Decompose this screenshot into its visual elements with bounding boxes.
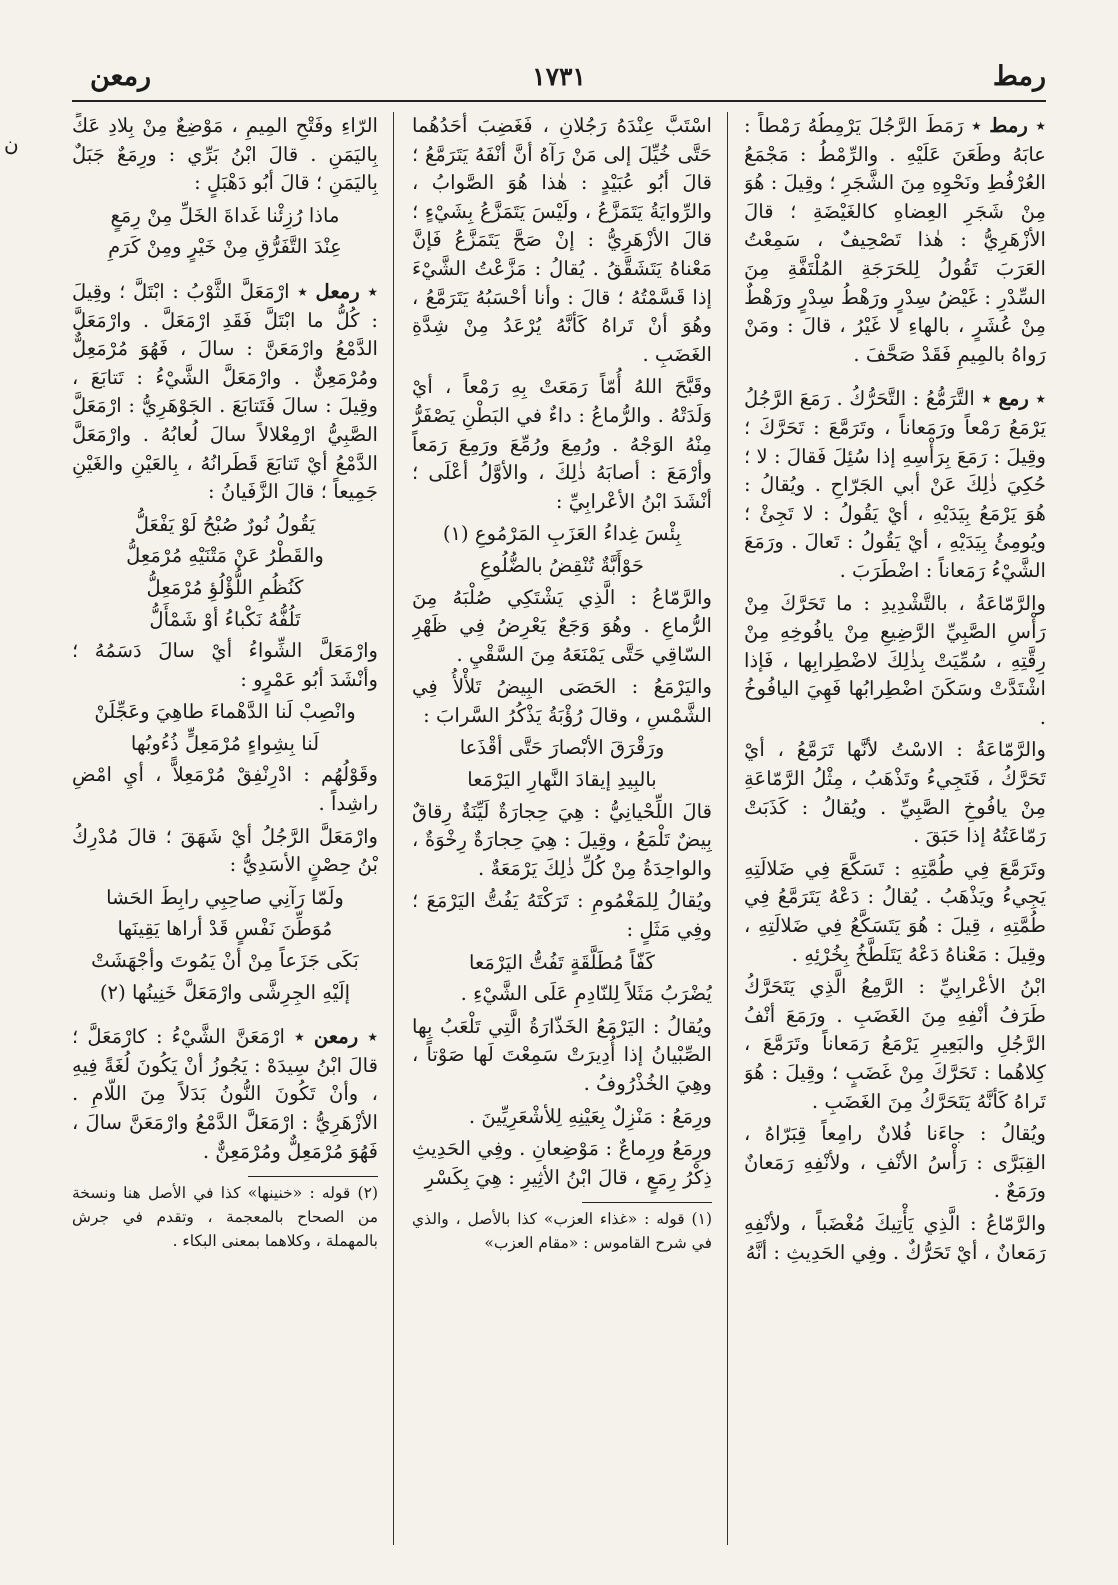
paragraph: ويُقالُ : اليَرْمَعُ الخَذّارَةُ الَّتِي تَلْعَبُ بِها الصِّبْيانُ إذا أُدِيرَتْ سَمِعْتَ لَها صَوْتاً ، وهِيَ الخُذْرُوفُ .: [412, 1014, 712, 1095]
verse-line: كَنُظُمِ اللُّؤْلُؤِ مُرْمَعِلُّ: [146, 575, 304, 599]
entry-paragraph: ٭ رمع ٭ التَّرَمُّعُ : التَّحَرُّكُ . رَمَعَ الرَّجُلُ يَرْمَعُ رَمْعاً ورَمَعاناً ، وتَرَمَّعَ : تَحَرَّكَ ؛ وقِيلَ : رَمَعَ بِرَأْسِهِ إذا سُئِلَ فَقالَ : لا ؛ حُكِيَ ذٰلِكَ عَنْ أبي الجَرّاحِ . ويُقالُ : هُوَ يَرْمَعُ بِيَدَيْهِ ، أيْ يَقُولُ : لا تَجِئْ ؛ ويُومِئُ بِيَدَيْهِ ، أيْ يَقُولُ : تَعالَ . ورَمَعَ الشَّيْءُ رَمَعاناً : اضْطَرَبَ .: [744, 387, 1046, 582]
headword: رمط: [989, 114, 1028, 137]
paragraph: ويُقالُ لِلمَغْمُومِ : تَرَكْتَهُ يَفُتُّ اليَرْمَعَ ؛ وفِي مَثَلٍ :: [412, 889, 712, 942]
verse-line: كَفّاً مُطَلَّقَةٍ تَفُتُّ اليَرْمَعا: [468, 950, 656, 974]
verse-line: إلَيْهِ الجِرِشَّى وارْمَعَلَّ خَنِينُها (٢): [99, 980, 351, 1004]
verse-line: بالبِيدِ إيقادَ النَّهارِ اليَرْمَعا: [467, 768, 657, 792]
paragraph: وقَوْلُهُم : ادْرِنْفِقْ مُرْمَعِلاًّ ، أيِ امْضِ راشِداً .: [72, 763, 378, 816]
header-rule: [72, 100, 1046, 102]
verse-line: بَكَى جَزَعاً مِنْ أنْ يَمُوتَ وأجْهَشَتْ: [91, 949, 359, 973]
entry-paragraph: ٭ رمط ٭ رَمَطَ الرَّجُلَ يَرْمِطُهُ رَمْطاً : عابَهُ وطَعَنَ عَلَيْهِ . والرِّمْطُ : مَجْمَعُ العُرْفُطِ ونَحْوِهِ مِنَ الشَّجَرِ ؛ وقِيلَ : هُوَ مِنْ شَجَرِ العِضاهِ كالغَيْضَةِ ؛ قالَ الأزْهَرِيُّ : هٰذا تَصْحِيفٌ ، سَمِعْتُ العَرَبَ تَقُولُ لِلحَرَجَةِ المُلْتَفَّةِ مِنَ السِّدْرِ : غَيْضُ سِدْرٍ ورَهْطُ سِدْرٍ ورَهْطٌ مِنْ عُشَرٍ ، بالهاءِ لا غَيْرُ ، قالَ : ومَنْ رَواهُ بالمِيمِ فَقَدْ صَحَّفَ .: [744, 114, 1046, 366]
verse-line: ورَقْرَقَ الأبْصارَ حَتَّى أقْذَعا: [459, 736, 665, 760]
verse-line: يَقُولُ نُورٌ صُبْحُ لَوْ يَفْعَلُّ: [134, 512, 316, 536]
paragraph: ورِمَعُ ورِماعٌ : مَوْضِعانِ . وفِي الحَدِيثِ ذِكْرُ رِمَعٍ ، قالَ ابْنُ الأثِيرِ : هِيَ بِكَسْرِ: [412, 1137, 712, 1189]
paragraph: والرَّمّاعُ : الَّذِي يَشْتَكِي صُلْبَهُ مِنَ الرُّماعِ . وهُوَ وَجَعٌ يَعْرِضُ فِي ظَهْرِ السّاقِي حَتَّى يَمْنَعَهُ مِنَ السَّقْيِ .: [412, 585, 712, 666]
column-left: [72, 112, 378, 1545]
headword: رمعل: [315, 279, 360, 303]
paragraph: وارْمَعَلَّ الرَّجُلُ أيْ شَهَقَ ؛ قالَ مُدْرِكُ بْنُ حِصْنٍ الأسَدِيُّ :: [72, 824, 378, 877]
verse-line: مُوَطِّنَ نَفْسٍ قَدْ أراها يَقِينَها: [117, 917, 333, 941]
running-head-left: رمعن: [90, 61, 152, 92]
verse-line: ماذا رُزِئْنا غَداةَ الخَلِّ مِنْ رِمَعٍ: [110, 203, 340, 227]
footnote: (١) قوله : «غذاء العزب» كذا بالأصل ، والذي في شرح القاموس : «مقام العزب»: [412, 1210, 712, 1253]
entry-paragraph: ٭ رمعن ٭ ارْمَعَنَّ الشَّيْءُ : كارْمَعَلَّ ؛ قالَ ابْنُ سِيدَهْ : يَجُوزُ أنْ يَكُونَ لُغَةً فِيهِ ، وأنْ تَكُونَ النُّونُ بَدَلاً مِنَ اللّامِ . الأزْهَرِيُّ : ارْمَعَلَّ الدَّمْعُ وارْمَعَنَّ سالَ ، فَهُوَ مُرْمَعِلٌّ ومُرْمَعِنٌّ .: [72, 1025, 378, 1163]
paragraph: والرَّمّاعَةُ ، بالتَّشْدِيدِ : ما تَحَرَّكَ مِنْ رَأْسِ الصَّبِيِّ الرَّضِيعِ مِنْ يافُوخِهِ مِنْ رِقَّتِهِ ، سُمِّيَتْ بِذٰلِكَ لاضْطِرابِها ، فَإذا اشْتَدَّتْ وسَكَنَ اضْطِرابُها فَهِيَ اليافُوخُ .: [744, 591, 1046, 729]
column-middle: [412, 112, 712, 1545]
column-divider: [727, 112, 728, 1545]
verse-line: عِنْدَ التَّفَرُّقِ مِنْ خَيْرٍ ومِنْ كَرَمِ: [108, 235, 342, 259]
footnote: (٢) قوله : «خنينها» كذا في الأصل هنا ونسخة من الصحاح بالمعجمة ، وتقدم في جرش بالمهملة ، وكلاهما بمعنى البكاء .: [72, 1184, 378, 1251]
paragraph: والرَّمّاعُ : الَّذِي يَأْتِيكَ مُغْضَباً ، ولأنْفِهِ رَمَعانٌ ، أيْ تَحَرُّكٌ . وفِي الحَدِيثِ : أنَّهُ: [744, 1211, 1046, 1264]
verse-line: ولَمّا رَآنِي صاحِبِي رابِطَ الحَشا: [106, 885, 344, 909]
entry-text: ارْمَعَنَّ الشَّيْءُ : كارْمَعَلَّ ؛ قالَ ابْنُ سِيدَهْ : يَجُوزُ أنْ يَكُونَ لُغَةً فِيهِ ، وأنْ تَكُونَ النُّونُ بَدَلاً مِنَ اللّامِ . الأزْهَرِيُّ : ارْمَعَلَّ الدَّمْعُ وارْمَعَنَّ سالَ ، فَهُوَ مُرْمَعِلٌّ ومُرْمَعِنٌّ .: [72, 1025, 378, 1163]
paragraph: ورِمَعُ : مَنْزِلٌ بِعَيْنِهِ لِلأشْعَرِيِّينَ .: [468, 1104, 712, 1128]
paragraph: وتَرَمَّعَ فِي طُمَّتِهِ : تَسَكَّعَ فِي ضَلالَتِهِ يَجِيءُ ويَذْهَبُ . يُقالُ : دَعْهُ يَتَرَمَّعُ فِي طُمَّتِهِ ، قِيلَ : هُوَ يَتَسَكَّعُ فِي ضَلالَتِهِ ، وقِيلَ : مَعْناهُ دَعْهُ يَتَلَطَّخُ بِخُرْئِهِ .: [744, 856, 1046, 966]
paragraph: ابْنُ الأعْرابِيِّ : الرَّمِعُ الَّذِي يَتَحَرَّكُ طَرَفُ أنْفِهِ مِنَ الغَضَبِ . ورَمَعَ أنْفُ الرَّجُلِ والبَعِيرِ يَرْمَعُ رَمَعاناً وتَرَمَّعَ ، كِلاهُما : تَحَرَّكَ مِنْ غَضَبٍ ؛ وقِيلَ : هُوَ تَراهُ كَأنَّهُ يَتَحَرَّكُ مِنَ الغَضَبِ .: [744, 975, 1046, 1113]
paragraph: اسْتَبَّ عِنْدَهُ رَجُلانِ ، فَغَضِبَ أحَدُهُما حَتَّى خُيِّلَ إلى مَنْ رَآهُ أنَّ أنْفَهُ يَتَرَمَّعُ ؛ قالَ أبُو عُبَيْدٍ : هٰذا هُوَ الصَّوابُ ، والرِّوايَةُ يَتَمَزَّعُ ، ولَيْسَ يَتَمَزَّعُ بِشَيْءٍ ؛ قالَ الأزْهَرِيُّ : إنْ صَحَّ يَتَمَزَّعُ فَإنَّ مَعْناهُ يَتَشَقَّقُ . يُقالُ : مَزَّعْتُ الشَّيْءَ إذا قَسَّمْتُهُ ؛ قالَ : وأنا أحْسَبُهُ يَتَرَمَّعُ ، وهُوَ أنْ تَراهُ كَأنَّهُ يُرْعَدُ مِنْ شِدَّةِ الغَضَبِ .: [412, 114, 712, 366]
entry-text: التَّرَمُّعُ : التَّحَرُّكُ . رَمَعَ الرَّجُلُ يَرْمَعُ رَمْعاً ورَمَعاناً ، وتَرَمَّعَ : تَحَرَّكَ ؛ وقِيلَ : رَمَعَ بِرَأْسِهِ إذا سُئِلَ فَقالَ : لا ؛ حُكِيَ ذٰلِكَ عَنْ أبي الجَرّاحِ . ويُقالُ : هُوَ يَرْمَعُ بِيَدَيْهِ ، أيْ يَقُولُ : لا تَجِئْ ؛ ويُومِئُ بِيَدَيْهِ ، أيْ يَقُولُ : تَعالَ . ورَمَعَ الشَّيْءُ رَمَعاناً : اضْطَرَبَ .: [744, 387, 1046, 582]
paragraph: واليَرْمَعُ : الحَصَى البِيضُ تَلأْلأُ فِي الشَّمْسِ ، وقالَ رُؤْبَةُ يَذْكُرُ السَّرابَ :: [412, 675, 712, 727]
running-head-right: رمط: [992, 61, 1046, 92]
paragraph: قالَ اللِّحْيانِيُّ : هِيَ حِجارَةٌ لَيِّنَةٌ رِقاقٌ بِيضٌ تَلْمَعُ ، وقِيلَ : هِيَ حِجارَةٌ رِخْوَةٌ ، والواحِدَةُ مِنْ كُلِّ ذٰلِكَ يَرْمَعَةٌ .: [412, 799, 712, 880]
verse-line: تَلُفُّهُ نَكْباءُ أوْ شَمْأَلُّ: [149, 607, 301, 631]
paragraph: يُضْرَبُ مَثَلاً لِلنّادِمِ عَلَى الشَّيْءِ .: [460, 982, 712, 1006]
verse-line: والقَطْرُ عَنْ مَتْنَيْهِ مُرْمَعِلُّ: [126, 544, 324, 568]
verse-line: حَوْأَبَّةٌ تُنْقِضُ بالضُّلُوعِ: [479, 553, 645, 577]
verse-line: وانْصِبْ لَنا الدَّهْماءَ طاهِيَ وعَجِّلَنْ: [94, 700, 356, 724]
verse-line: لَنا بِشِواءٍ مُرْمَعِلٍّ ذُءُوبُها: [130, 731, 320, 755]
headword: رمع: [998, 387, 1029, 411]
entry-text: رَمَطَ الرَّجُلَ يَرْمِطُهُ رَمْطاً : عابَهُ وطَعَنَ عَلَيْهِ . والرِّمْطُ : مَجْمَعُ العُرْفُطِ ونَحْوِهِ مِنَ الشَّجَرِ ؛ وقِيلَ : هُوَ مِنْ شَجَرِ العِضاهِ كالغَيْضَةِ ؛ قالَ الأزْهَرِيُّ : هٰذا تَصْحِيفٌ ، سَمِعْتُ العَرَبَ تَقُولُ لِلحَرَجَةِ المُلْتَفَّةِ مِنَ السِّدْرِ : غَيْضُ سِدْرٍ ورَهْطُ سِدْرٍ ورَهْطٌ مِنْ عُشَرٍ ، بالهاءِ لا غَيْرُ ، قالَ : ومَنْ رَواهُ بالمِيمِ فَقَدْ صَحَّفَ .: [744, 114, 1046, 366]
column-right: [744, 112, 1046, 1545]
paragraph: وارْمَعَلَّ الشِّواءُ أيْ سالَ دَسَمُهُ ؛ وأنْشَدَ أبُو عَمْرٍو :: [72, 639, 378, 691]
footnote-rule: [582, 1202, 712, 1203]
entry-paragraph: ٭ رمعل ٭ ارْمَعَلَّ الثَّوْبُ : ابْتَلَّ ؛ وقِيلَ : كُلُّ ما ابْتَلَّ فَقَدِ ارْمَعَلَّ . وارْمَعَلَّ الدَّمْعُ وارْمَعَنَّ : سالَ ، فَهُوَ مُرْمَعِلٌّ ومُرْمَعِنٌّ . وارْمَعَلَّ الشَّيْءُ : تَتابَعَ ، وقِيلَ : سالَ فَتَتابَعَ . الجَوْهَرِيُّ : ارْمَعَلَّ الصَّبِيُّ ارْمِعْلالاً سالَ لُعابُهُ . وارْمَعَلَّ الدَّمْعُ أيْ تَتابَعَ قَطَرانُهُ ، بِالعَيْنِ والغَيْنِ جَمِيعاً ؛ قالَ الزَّفَيانُ :: [72, 279, 378, 504]
footnote-rule: [248, 1176, 378, 1177]
page-number: ١٧٣١: [532, 62, 586, 91]
entry-text: ارْمَعَلَّ الثَّوْبُ : ابْتَلَّ ؛ وقِيلَ : كُلُّ ما ابْتَلَّ فَقَدِ ارْمَعَلَّ . وارْمَعَلَّ الدَّمْعُ وارْمَعَنَّ : سالَ ، فَهُوَ مُرْمَعِلٌّ ومُرْمَعِنٌّ . وارْمَعَلَّ الشَّيْءُ : تَتابَعَ ، وقِيلَ : سالَ فَتَتابَعَ . الجَوْهَرِيُّ : ارْمَعَلَّ الصَّبِيُّ ارْمِعْلالاً سالَ لُعابُهُ . وارْمَعَلَّ الدَّمْعُ أيْ تَتابَعَ قَطَرانُهُ ، بِالعَيْنِ والغَيْنِ جَمِيعاً ؛ قالَ الزَّفَيانُ :: [72, 279, 378, 504]
paragraph: وقَبَّحَ اللهُ أُمّاً رَمَعَتْ بِهِ رَمْعاً ، أيْ وَلَدَتْهُ . والرُّماعُ : داءٌ في البَطْنِ يَصْفَرُّ مِنْهُ الوَجْهُ . ورُمِعَ ورُمِّعَ ورَمِعَ رَمَعاً وأرْمَعَ : أصابَهُ ذٰلِكَ ، والأوَّلُ أعْلَى ؛ أنْشَدَ ابْنُ الأعْرابِيِّ :: [412, 375, 712, 513]
paragraph: ويُقالُ : جاءَنا فُلانٌ رامِعاً قِبَرّاهُ ، القِبَرَّى : رَأْسُ الأنْفِ ، ولأنْفِهِ رَمَعانٌ ورَمَعٌ .: [744, 1122, 1046, 1203]
verse-line: بِئْسَ غِداءُ العَزَبِ المَرْمُوعِ (١): [442, 522, 682, 546]
paragraph: والرَّمّاعَةُ : الاسْتُ لأنَّها تَرَمَّعُ ، أيْ تَحَرَّكُ ، فَتَجِيءُ وتَذْهَبُ ، مِثْلُ الرَّمّاعَةِ مِنْ يافُوخِ الصَّبِيِّ . ويُقالُ : كَذَبَتْ رَمّاعَتُهُ إذا حَبَقَ .: [744, 738, 1046, 848]
headword: رمعن: [313, 1025, 359, 1049]
column-divider: [393, 112, 394, 1545]
margin-mark: ن: [4, 132, 19, 156]
paragraph: الرّاءِ وفَتْحِ المِيمِ ، مَوْضِعٌ مِنْ بِلادِ عَكٍّ بِاليَمَنِ . قالَ ابْنُ بَرِّي : ورِمَعٌ جَبَلٌ بِاليَمَنِ ؛ قالَ أبُو دَهْبَلٍ :: [72, 114, 378, 195]
